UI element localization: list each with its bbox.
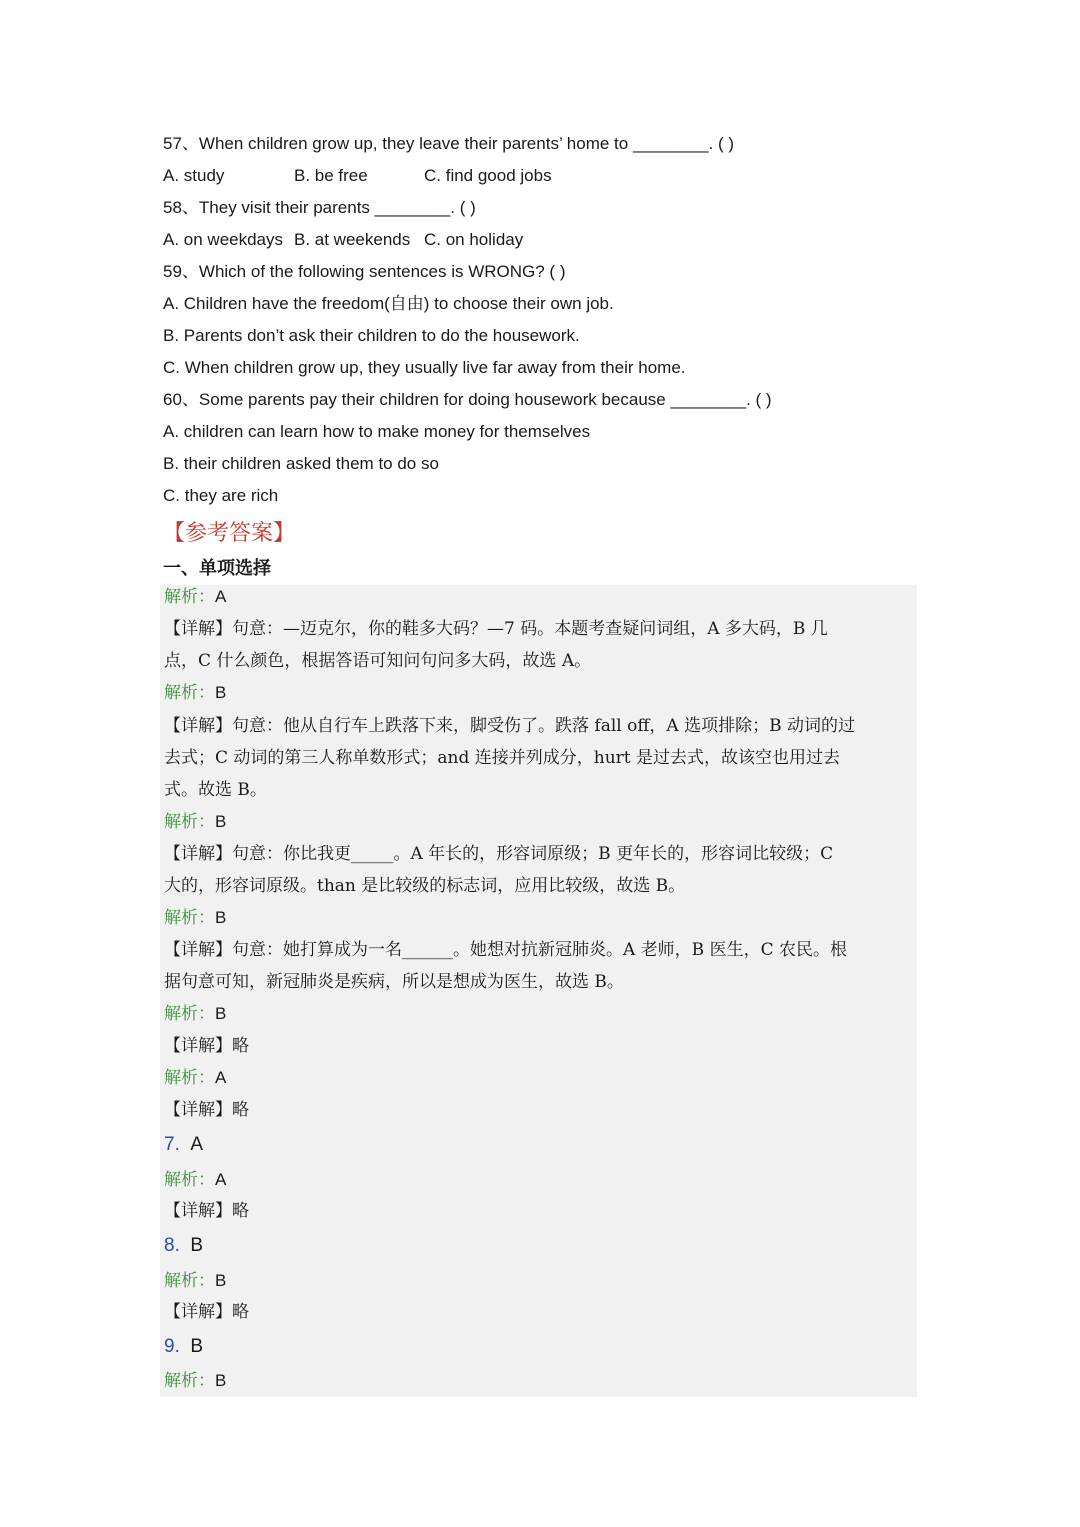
jiexi-answer: A bbox=[215, 587, 227, 606]
section-title: 一、单项选择 bbox=[163, 558, 271, 579]
answer-number: 8. bbox=[164, 1235, 180, 1256]
question-59-option-c: C. When children grow up, they usually live far away from their home. bbox=[163, 358, 686, 377]
detail-line: 【详解】句意：他从自行车上跌落下来，脚受伤了。跌落 fall off，A 选项排除；B 动词的过 bbox=[164, 716, 855, 736]
detail-line: 【详解】句意：—迈克尔，你的鞋多大码？—7 码。本题考查疑问词组，A 多大码，B 几 bbox=[164, 619, 828, 639]
jiexi-line bbox=[164, 1170, 226, 1190]
question-60-stem: 60、Some parents pay their children for doing housework because ________. ( ) bbox=[163, 390, 772, 409]
jiexi-label: 解析： bbox=[164, 1170, 215, 1190]
answer-letter: A bbox=[190, 1134, 204, 1155]
question-59-option-b: B. Parents don’t ask their children to do the housework. bbox=[163, 326, 580, 345]
question-57-stem: 57、When children grow up, they leave their parents’ home to ________. ( ) bbox=[163, 134, 735, 153]
question-58-option-a: A. on weekdays bbox=[163, 230, 284, 249]
jiexi-line bbox=[164, 1371, 226, 1391]
answer-number-9 bbox=[164, 1336, 203, 1358]
answer-number: 9. bbox=[164, 1336, 180, 1357]
question-60-option-a: A. children can learn how to make money for themselves bbox=[163, 422, 591, 441]
question-60-option-c: C. they are rich bbox=[163, 486, 279, 505]
answer-number: 7. bbox=[164, 1134, 180, 1155]
jiexi-line bbox=[164, 812, 226, 832]
detail-line: 去式；C 动词的第三人称单数形式；and 连接并列成分，hurt 是过去式，故该空也用过去 bbox=[164, 748, 841, 768]
jiexi-line bbox=[164, 1271, 226, 1291]
question-59-stem: 59、Which of the following sentences is WRONG? ( ) bbox=[163, 262, 566, 281]
detail-line: 【详解】句意：她打算成为一名______。她想对抗新冠肺炎。A 老师，B 医生，C 农民。根 bbox=[164, 940, 847, 960]
question-60-option-b: B. their children asked them to do so bbox=[163, 454, 439, 473]
jiexi-line bbox=[164, 683, 226, 703]
jiexi-answer: B bbox=[215, 1004, 227, 1023]
jiexi-label: 解析： bbox=[164, 812, 215, 832]
answer-title: 【参考答案】 bbox=[163, 521, 296, 546]
jiexi-label: 解析： bbox=[164, 587, 215, 607]
detail-line: 【详解】略 bbox=[164, 1302, 249, 1322]
answer-number-7 bbox=[164, 1134, 203, 1156]
question-58-stem: 58、They visit their parents ________. ( ) bbox=[163, 198, 476, 217]
answer-number-8 bbox=[164, 1235, 203, 1257]
detail-line: 【详解】略 bbox=[164, 1100, 249, 1120]
question-57-option-c: C. find good jobs bbox=[424, 166, 552, 185]
jiexi-line bbox=[164, 908, 226, 928]
jiexi-line bbox=[164, 1004, 226, 1024]
detail-line: 【详解】句意：你比我更_____。A 年长的，形容词原级；B 更年长的，形容词比较级；C bbox=[164, 844, 834, 864]
jiexi-label: 解析： bbox=[164, 1371, 215, 1391]
question-59-option-a: A. Children have the freedom(自由) to choose their own job. bbox=[163, 294, 614, 313]
detail-line: 据句意可知，新冠肺炎是疾病，所以是想成为医生，故选 B。 bbox=[164, 972, 624, 992]
jiexi-answer: B bbox=[215, 812, 227, 831]
jiexi-answer: B bbox=[215, 908, 227, 927]
jiexi-answer: B bbox=[215, 1371, 227, 1390]
jiexi-line bbox=[164, 1068, 226, 1088]
jiexi-label: 解析： bbox=[164, 1068, 215, 1088]
jiexi-answer: A bbox=[215, 1068, 227, 1087]
detail-line: 【详解】略 bbox=[164, 1201, 249, 1221]
jiexi-label: 解析： bbox=[164, 683, 215, 703]
jiexi-answer: B bbox=[215, 683, 227, 702]
jiexi-label: 解析： bbox=[164, 1271, 215, 1291]
answer-letter: B bbox=[190, 1235, 204, 1256]
detail-line: 【详解】略 bbox=[164, 1036, 249, 1056]
question-57-option-b: B. be free bbox=[294, 166, 368, 185]
question-58-option-c: C. on holiday bbox=[424, 230, 524, 249]
jiexi-label: 解析： bbox=[164, 1004, 215, 1024]
jiexi-line bbox=[164, 587, 226, 607]
jiexi-answer: A bbox=[215, 1170, 227, 1189]
jiexi-answer: B bbox=[215, 1271, 227, 1290]
answer-letter: B bbox=[190, 1336, 204, 1357]
question-58-option-b: B. at weekends bbox=[294, 230, 411, 249]
question-57-option-a: A. study bbox=[163, 166, 225, 185]
detail-line: 大的，形容词原级。than 是比较级的标志词，应用比较级，故选 B。 bbox=[164, 876, 686, 896]
detail-line: 式。故选 B。 bbox=[164, 780, 267, 800]
detail-line: 点，C 什么颜色，根据答语可知问句问多大码，故选 A。 bbox=[164, 651, 592, 671]
jiexi-label: 解析： bbox=[164, 908, 215, 928]
